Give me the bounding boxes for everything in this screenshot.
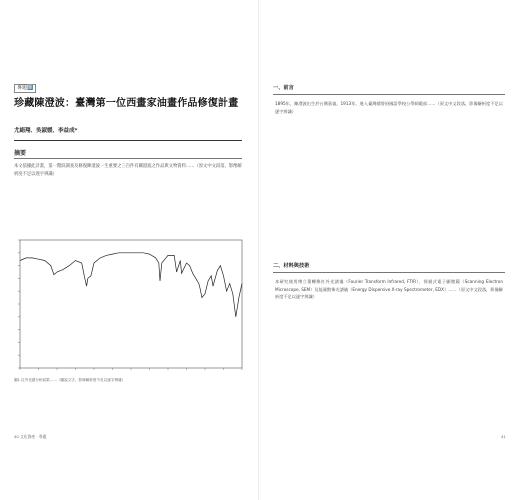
section1-rule (273, 94, 505, 95)
abstract-text: 本文依據此計畫，第一階段調查及修復陳澄波一生重要之三百件有關澄波之作品與文物資料……（原文中文段落，影像解析度不足以逐字辨識） (14, 164, 242, 177)
ftir-spectrum-chart (14, 236, 246, 376)
figure-caption: 圖1 紅外光譜分析結果……（圖說文字，影像解析度不足以逐字辨識） (14, 378, 126, 382)
chart-ticks (18, 240, 242, 370)
abstract-rule (14, 158, 242, 159)
left-page (0, 0, 259, 500)
section2-text: 本研究使用傅立葉轉換紅外光譜儀（Fourier Transform Infrared, FTIR）、掃描式電子顯微鏡（Scanning Electron Microscope, SEM）及能量散佈光譜儀（Energy Dispersive X-ray Spectrometer, EDX）……（原文中文段落，影像解析度不足以逐字辨識） (275, 279, 503, 299)
left-folio: 40 文化資產 · 專題 (14, 434, 47, 439)
section2-heading: 二、材料與技術 (273, 263, 310, 269)
right-page (261, 0, 520, 500)
page-title: 珍藏陳澄波：臺灣第一位西畫家油畫作品修復計畫 (14, 98, 239, 109)
chart-frame (20, 240, 242, 368)
spectrum-series-line (20, 253, 242, 317)
section2-rule (273, 272, 505, 273)
section1-text: 1895年，陳澄波出生於台灣嘉義，1913年，進入臺灣總督府國語學校公學師範部……（原文中文段落，影像解析度不足以逐字辨識） (275, 101, 503, 114)
section-tag: 專題1️⃣ (14, 84, 36, 93)
right-folio: 41 (501, 434, 506, 439)
section1-heading: 一、前言 (273, 85, 294, 91)
authors-line: 尤絹翔、吳淑媛、李益成* (14, 128, 78, 134)
title-rule (14, 140, 242, 141)
abstract-heading: 摘要 (14, 150, 27, 157)
